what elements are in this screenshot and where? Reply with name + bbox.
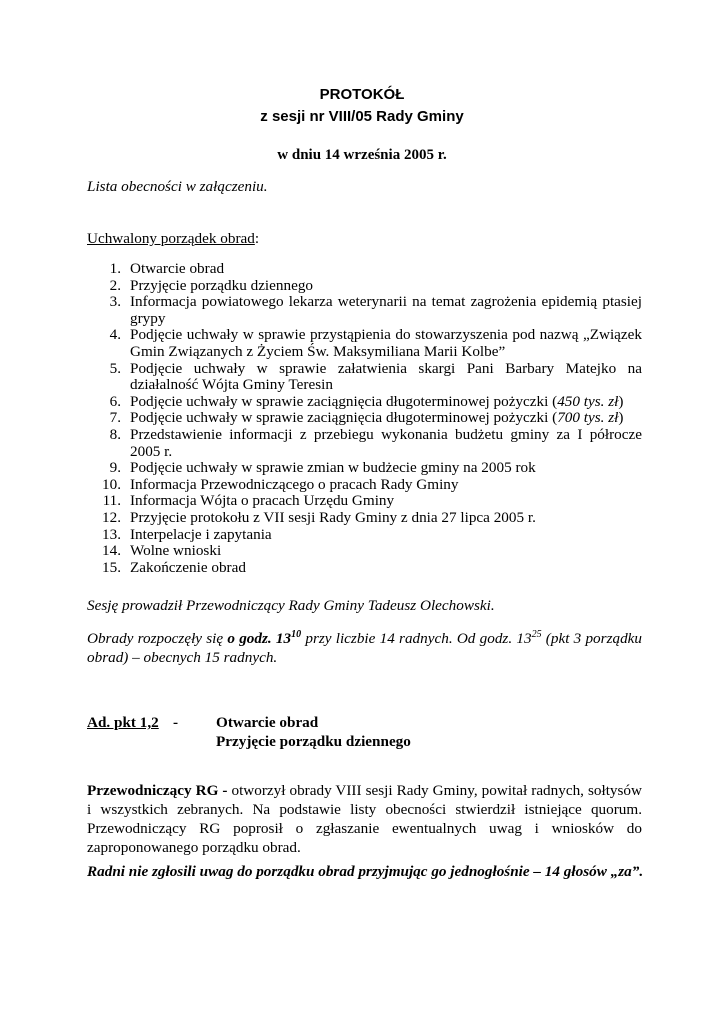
agenda-item-number: 15.: [102, 558, 121, 576]
agenda-item-text: Informacja Wójta o pracach Urzędu Gminy: [130, 492, 395, 510]
agenda-item-number: 13.: [102, 525, 121, 543]
agenda-item: [87, 327, 642, 360]
agenda-item: [87, 394, 642, 411]
session-date: w dniu 14 września 2005 r.: [277, 147, 447, 163]
agenda-item-text: Podjęcie uchwały w sprawie zaciągnięcia długoterminowej pożyczki (: [130, 392, 558, 410]
agenda-item-closing: ): [618, 409, 624, 427]
agenda-item-amount: 700 tys. zł: [557, 409, 619, 427]
agenda-heading: [87, 230, 259, 248]
agenda-item: [87, 294, 642, 327]
agenda-item: [87, 510, 642, 527]
body-paragraph-text: otworzył obrady VIII sesji Rady Gminy, powitał radnych, sołtysów i wszystkich zebranych. Na podstawie listy obecności stwierdził istniejące quorum. Przewodniczący RG poprosił o zgłaszanie ewentualnych uwag i wniosków do zaproponowanego porządku obrad.: [87, 782, 642, 856]
agenda-item-number: 10.: [102, 475, 121, 493]
agenda-item-text: Podjęcie uchwały w sprawie zmian w budżecie gminy na 2005 rok: [130, 459, 536, 477]
agenda-item-text: Podjęcie uchwały w sprawie zaciągnięcia długoterminowej pożyczki (: [130, 409, 558, 427]
agenda-item-text: Podjęcie uchwały w sprawie przystąpienia do stowarzyszenia pod nazwą „Związek Gmin Związanych z Życiem Św. Maksymiliana Marii Kolbe”: [130, 326, 642, 360]
agenda-item-number: 11.: [102, 492, 121, 510]
document-subtitle: z sesji nr VIII/05 Rady Gminy: [260, 108, 464, 125]
agenda-item-number: 7.: [109, 409, 121, 427]
agenda-item-amount: 450 tys. zł: [557, 392, 619, 410]
start-time-text: o godz. 13: [227, 630, 292, 647]
speaker-label: Przewodniczący RG -: [87, 782, 228, 799]
agenda-item-text: Informacja Przewodniczącego o pracach Rady Gminy: [130, 475, 459, 493]
agenda-item-number: 4.: [109, 326, 121, 344]
agenda-item: [87, 493, 642, 510]
start-note-part3: (pkt 3 porządku obrad) – obecnych 15 radnych.: [87, 630, 642, 666]
agenda-list: [87, 261, 642, 576]
agenda-item-number: 9.: [109, 459, 121, 477]
agenda-item-text: Otwarcie obrad: [130, 260, 225, 277]
agenda-item-text: Informacja powiatowego lekarza weterynarii na temat zagrożenia epidemią ptasiej grypy: [130, 293, 642, 327]
agenda-item: [87, 278, 642, 295]
section-label: Ad. pkt 1,2: [87, 714, 159, 731]
agenda-item: [87, 527, 642, 544]
start-note-part1: Obrady rozpoczęły się: [87, 630, 228, 647]
section-dash: -: [173, 714, 179, 731]
agenda-item-text: Zakończenie obrad: [130, 558, 246, 576]
agenda-item-number: 5.: [109, 359, 121, 377]
agenda-item-text: Podjęcie uchwały w sprawie załatwienia skargi Pani Barbary Matejko na działalność Wójta Gminy Teresin: [130, 359, 642, 394]
agenda-item-number: 14.: [102, 542, 121, 560]
agenda-item: [87, 543, 642, 560]
agenda-item: [87, 261, 642, 278]
agenda-item-number: 1.: [109, 260, 121, 277]
section-title-2: Przyjęcie porządku dziennego: [216, 733, 411, 750]
section-title-1: Otwarcie obrad: [216, 714, 319, 731]
second-time-minutes: 25: [531, 628, 542, 640]
agenda-item-number: 3.: [109, 293, 121, 311]
agenda-item-text: Przyjęcie protokołu z VII sesji Rady Gminy z dnia 27 lipca 2005 r.: [130, 508, 536, 526]
agenda-item-text: Przedstawienie informacji z przebiegu wykonania budżetu gminy za I półrocze 2005 r.: [130, 425, 642, 460]
start-note: [87, 629, 642, 667]
chair-note: Sesję prowadził Przewodniczący Rady Gminy Tadeusz Olechowski.: [87, 597, 495, 614]
agenda-item-number: 6.: [109, 392, 121, 410]
agenda-item-text: Przyjęcie porządku dziennego: [130, 276, 314, 294]
document-title: PROTOKÓŁ: [319, 86, 405, 103]
agenda-item: [87, 361, 642, 394]
agenda-heading-text: Uchwalony porządek obrad: [87, 230, 255, 247]
attendance-note: Lista obecności w załączeniu.: [87, 178, 268, 195]
body-paragraph: [87, 781, 642, 857]
agenda-item-number: 2.: [109, 276, 121, 294]
agenda-item: [87, 460, 642, 477]
start-note-part2: przy liczbie 14 radnych. Od godz. 13: [301, 630, 532, 647]
start-time: [227, 630, 301, 647]
resolution-note: Radni nie zgłosili uwag do porządku obrad przyjmując go jednogłośnie – 14 głosów „za”.: [87, 863, 644, 880]
agenda-heading-colon: :: [254, 230, 260, 247]
agenda-item-number: 8.: [109, 425, 121, 443]
agenda-item: [87, 410, 642, 427]
agenda-item-closing: ): [618, 392, 624, 410]
agenda-item: [87, 427, 642, 460]
agenda-item-number: 12.: [102, 508, 121, 526]
agenda-item-text: Interpelacje i zapytania: [130, 525, 272, 543]
agenda-item: [87, 477, 642, 494]
start-time-minutes: 10: [291, 628, 302, 640]
agenda-item: [87, 560, 642, 577]
agenda-item-text: Wolne wnioski: [130, 542, 222, 560]
